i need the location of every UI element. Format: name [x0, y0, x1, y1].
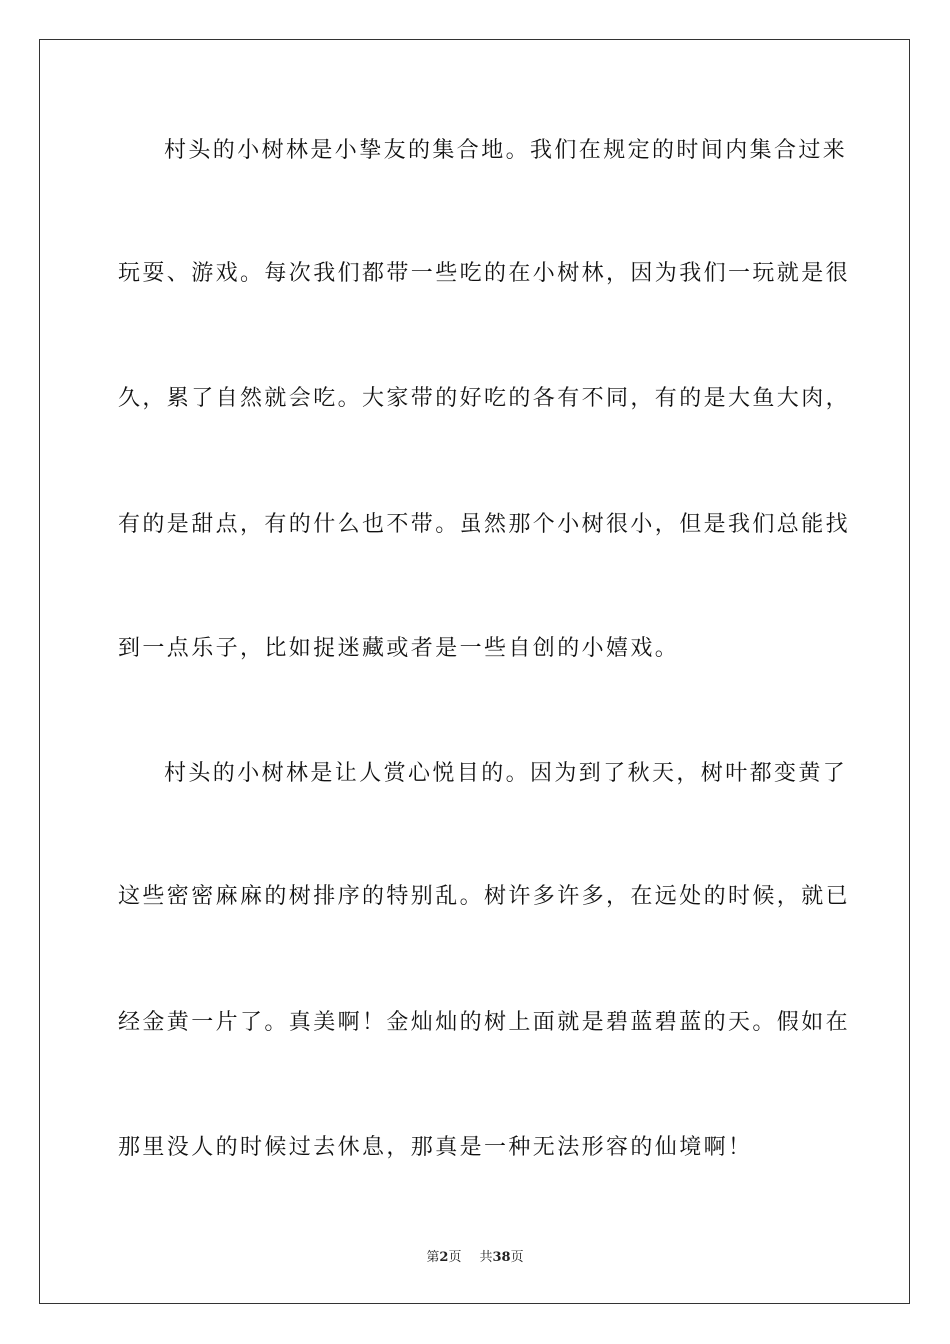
total-pages: 38	[492, 1250, 511, 1265]
total-suffix: 页	[510, 1250, 524, 1265]
paragraph-line: 到一点乐子，比如捉迷藏或者是一些自创的小嬉戏。	[118, 636, 680, 661]
page-border	[39, 39, 910, 1304]
paragraph-line: 那里没人的时候过去休息，那真是一种无法形容的仙境啊！	[118, 1135, 753, 1160]
paragraph-line: 玩耍、游戏。每次我们都带一些吃的在小树林，因为我们一玩就是很	[118, 261, 851, 286]
total-prefix: 共	[479, 1250, 493, 1265]
paragraph-line: 有的是甜点，有的什么也不带。虽然那个小树很小，但是我们总能找	[118, 512, 851, 537]
page-number: 2	[439, 1250, 449, 1265]
paragraph-line: 久，累了自然就会吃。大家带的好吃的各有不同，有的是大鱼大肉，	[118, 386, 851, 411]
page-footer	[0, 1249, 950, 1267]
paragraph-line: 经金黄一片了。真美啊！金灿灿的树上面就是碧蓝碧蓝的天。假如在	[118, 1010, 851, 1035]
page-suffix: 页	[448, 1250, 462, 1265]
page-prefix: 第	[426, 1250, 440, 1265]
paragraph-line: 村头的小树林是让人赏心悦目的。因为到了秋天，树叶都变黄了	[164, 761, 848, 786]
paragraph-line: 这些密密麻麻的树排序的特别乱。树许多许多，在远处的时候，就已	[118, 884, 851, 909]
paragraph-line: 村头的小树林是小挚友的集合地。我们在规定的时间内集合过来	[164, 138, 848, 163]
